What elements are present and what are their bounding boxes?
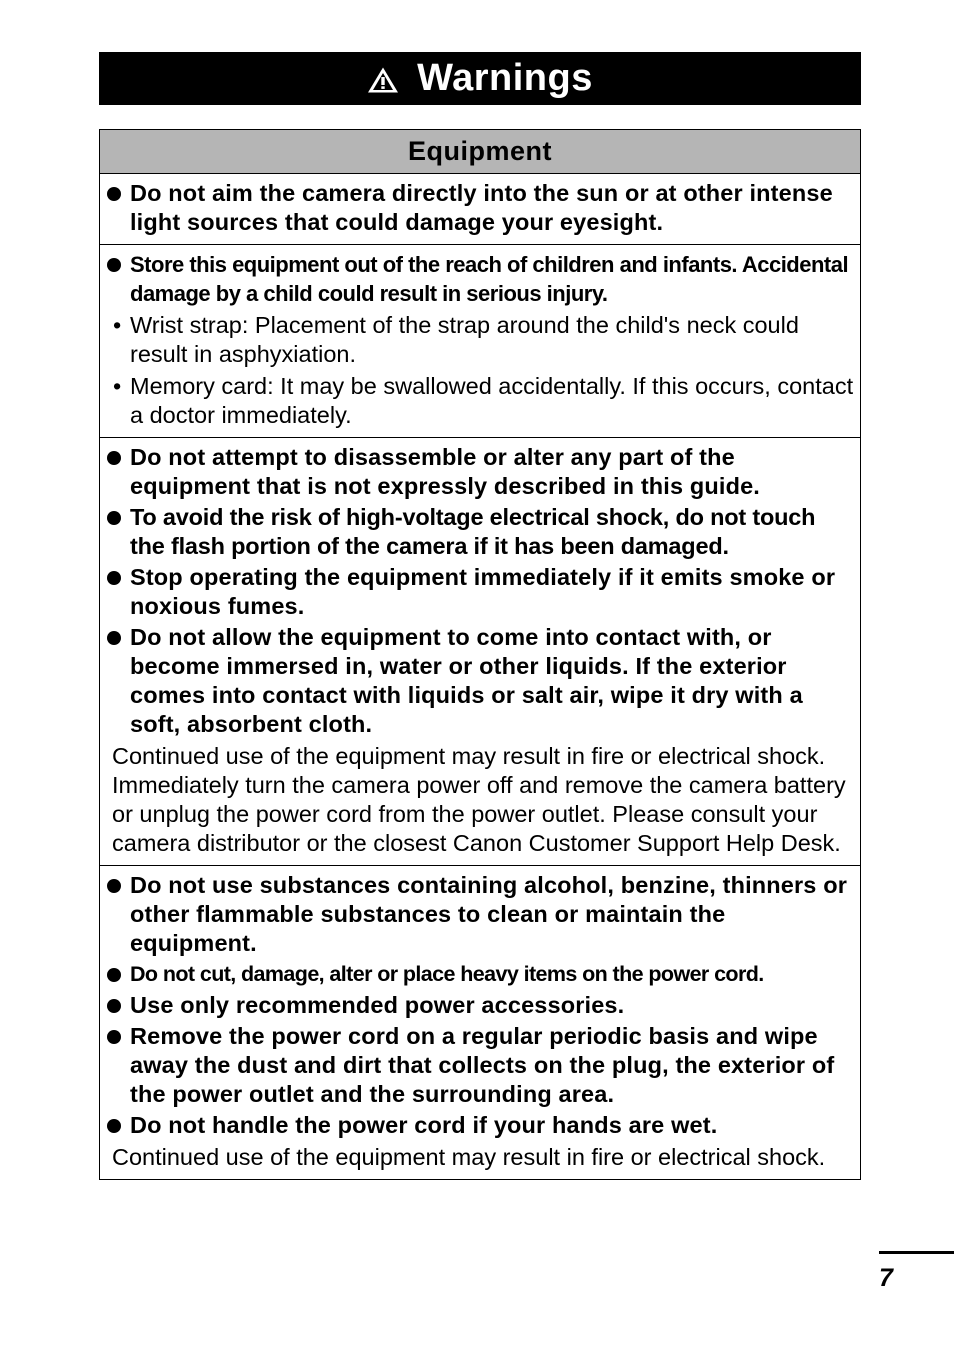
bullet-item: Do not aim the camera directly into the sun or at other intense light sources that could damage your eyesight. (106, 179, 856, 237)
sub-item: • Memory card: It may be swallowed accidentally. If this occurs, contact a doctor immediately. (106, 372, 856, 430)
bullet-item: Stop operating the equipment immediately if it emits smoke or noxious fumes. (106, 563, 856, 621)
warning-triangle-icon (367, 66, 399, 94)
page-number: 7 (879, 1264, 893, 1292)
bullet-item: Do not attempt to disassemble or alter any part of the equipment that is not expressly described in this guide. (106, 443, 856, 501)
bullet-item: Store this equipment out of the reach of children and infants. Accidental damage by a child could result in serious injury. (106, 250, 856, 308)
bullet-item: Remove the power cord on a regular periodic basis and wipe away the dust and dirt that collects on the plug, the exterior of the power outlet and the surrounding area. (106, 1022, 856, 1109)
section-power-cord (100, 865, 860, 1179)
sub-item: • Wrist strap: Placement of the strap around the child's neck could result in asphyxiation. (106, 311, 856, 369)
warnings-banner (99, 52, 861, 105)
table-header: Equipment (100, 130, 860, 174)
equipment-warnings-table (99, 129, 861, 1180)
bullet-item: Do not handle the power cord if your hands are wet. (106, 1111, 856, 1140)
page-title: Warnings (417, 57, 593, 99)
bullet-item: Use only recommended power accessories. (106, 991, 856, 1020)
section-children (100, 244, 860, 437)
section-disassembly (100, 437, 860, 865)
note-text: Continued use of the equipment may result in fire or electrical shock. (112, 1144, 826, 1170)
bullet-item: To avoid the risk of high-voltage electrical shock, do not touch the flash portion of the camera if it has been damaged. (106, 503, 856, 561)
bullet-item: Do not allow the equipment to come into contact with, or become immersed in, water or other liquids. If the exterior comes into contact with liquids or salt air, wipe it dry with a soft, absorbent cloth. (106, 623, 856, 739)
section-eyesight (100, 174, 860, 244)
note-text: Continued use of the equipment may result in fire or electrical shock. Immediately turn the camera power off and remove the camera battery or unplug the power cord from the power outlet. Please consult your camera distributor or the closest Canon Customer Support Help Desk. (112, 743, 846, 856)
page-number-rule (879, 1251, 954, 1254)
bullet-item: Do not cut, damage, alter or place heavy items on the power cord. (106, 960, 856, 989)
bullet-item: Do not use substances containing alcohol, benzine, thinners or other flammable substances to clean or maintain the equipment. (106, 871, 856, 958)
